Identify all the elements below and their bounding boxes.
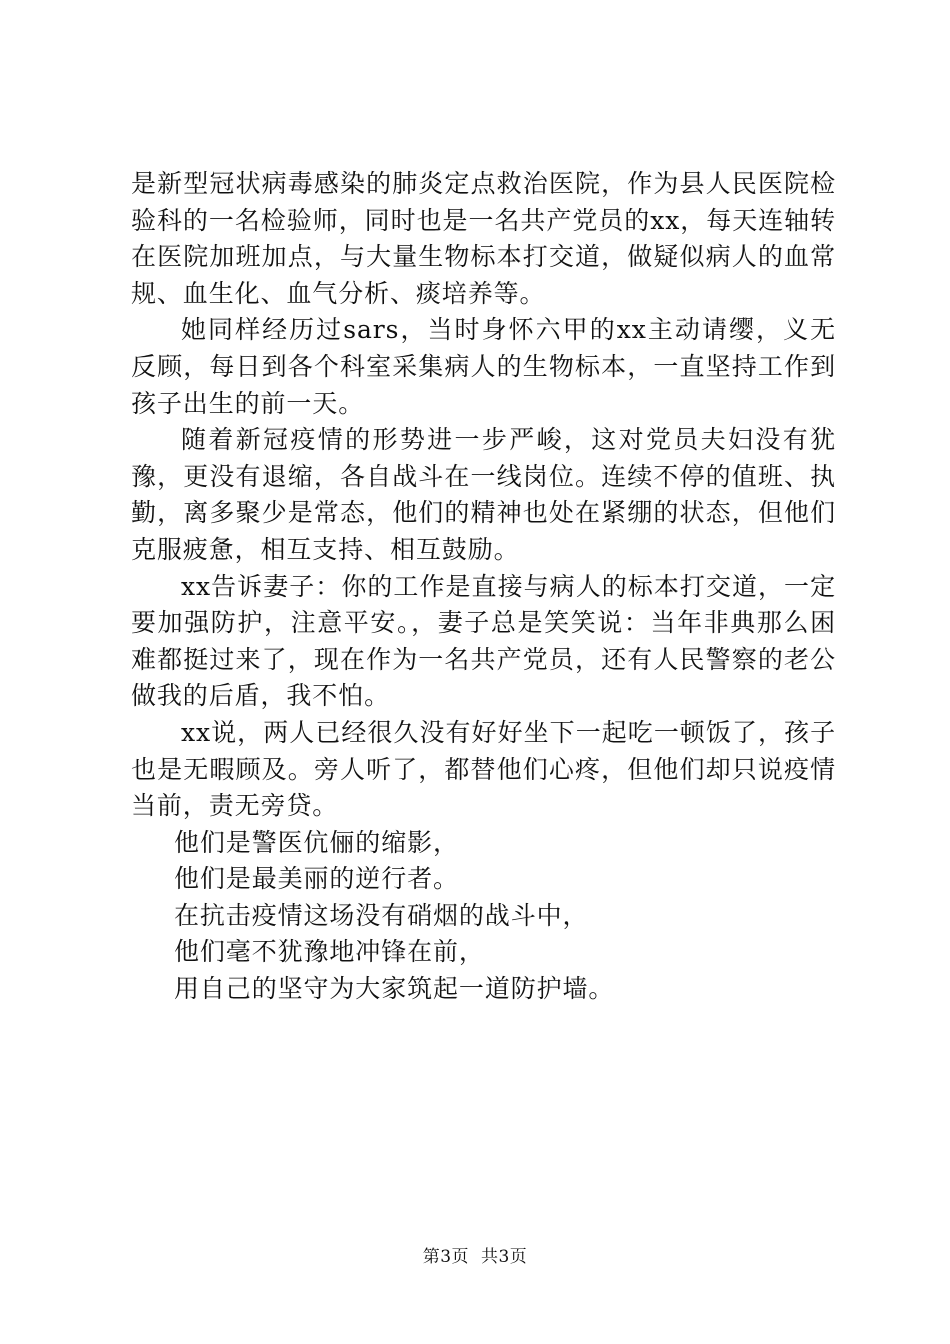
verse-line-3: 在抗击疫情这场没有硝烟的战斗中，: [174, 900, 589, 930]
page-number: 第3页: [422, 1247, 470, 1267]
verse-line-2: 他们是最美丽的逆行者。: [174, 864, 459, 894]
paragraph-1: 是新型冠状病毒感染的肺炎定点救治医院，作为县人民医院检验科的一名检验师，同时也是一名共产党员的xx，每天连轴转在医院加班加点，与大量生物标本打交道，做疑似病人的血常规、血生化、血气分析、痰培养等。: [131, 169, 836, 308]
verse-line-5: 用自己的坚守为大家筑起一道防护墙。: [174, 974, 615, 1004]
verse-line-1: 他们是警医伉俪的缩影，: [174, 827, 459, 857]
verse-line-4: 他们毫不犹豫地冲锋在前，: [174, 937, 485, 967]
page-total: 共3页: [480, 1247, 528, 1267]
paragraph-4: xx告诉妻子：你的工作是直接与病人的标本打交道，一定要加强防护，注意平安。，妻子总是笑笑说：当年非典那么困难都挺过来了，现在作为一名共产党员，还有人民警察的老公做我的后盾，我不怕。: [131, 571, 836, 711]
paragraph-2: 她同样经历过sars，当时身怀六甲的xx主动请缨，义无反顾，每日到各个科室采集病人的生物标本，一直坚持工作到孩子出生的前一天。: [131, 315, 836, 418]
document-body: [131, 166, 836, 1008]
page-footer: [0, 1242, 950, 1267]
paragraph-5: xx说，两人已经很久没有好好坐下一起吃一顿饭了，孩子也是无暇顾及。旁人听了，都替他们心疼，但他们却只说疫情当前，责无旁贷。: [131, 717, 836, 821]
paragraph-3: 随着新冠疫情的形势进一步严峻，这对党员夫妇没有犹豫，更没有退缩，各自战斗在一线岗位。连续不停的值班、执勤，离多聚少是常态，他们的精神也处在紧绷的状态，但他们克服疲惫，相互支持、相互鼓励。: [131, 425, 836, 564]
